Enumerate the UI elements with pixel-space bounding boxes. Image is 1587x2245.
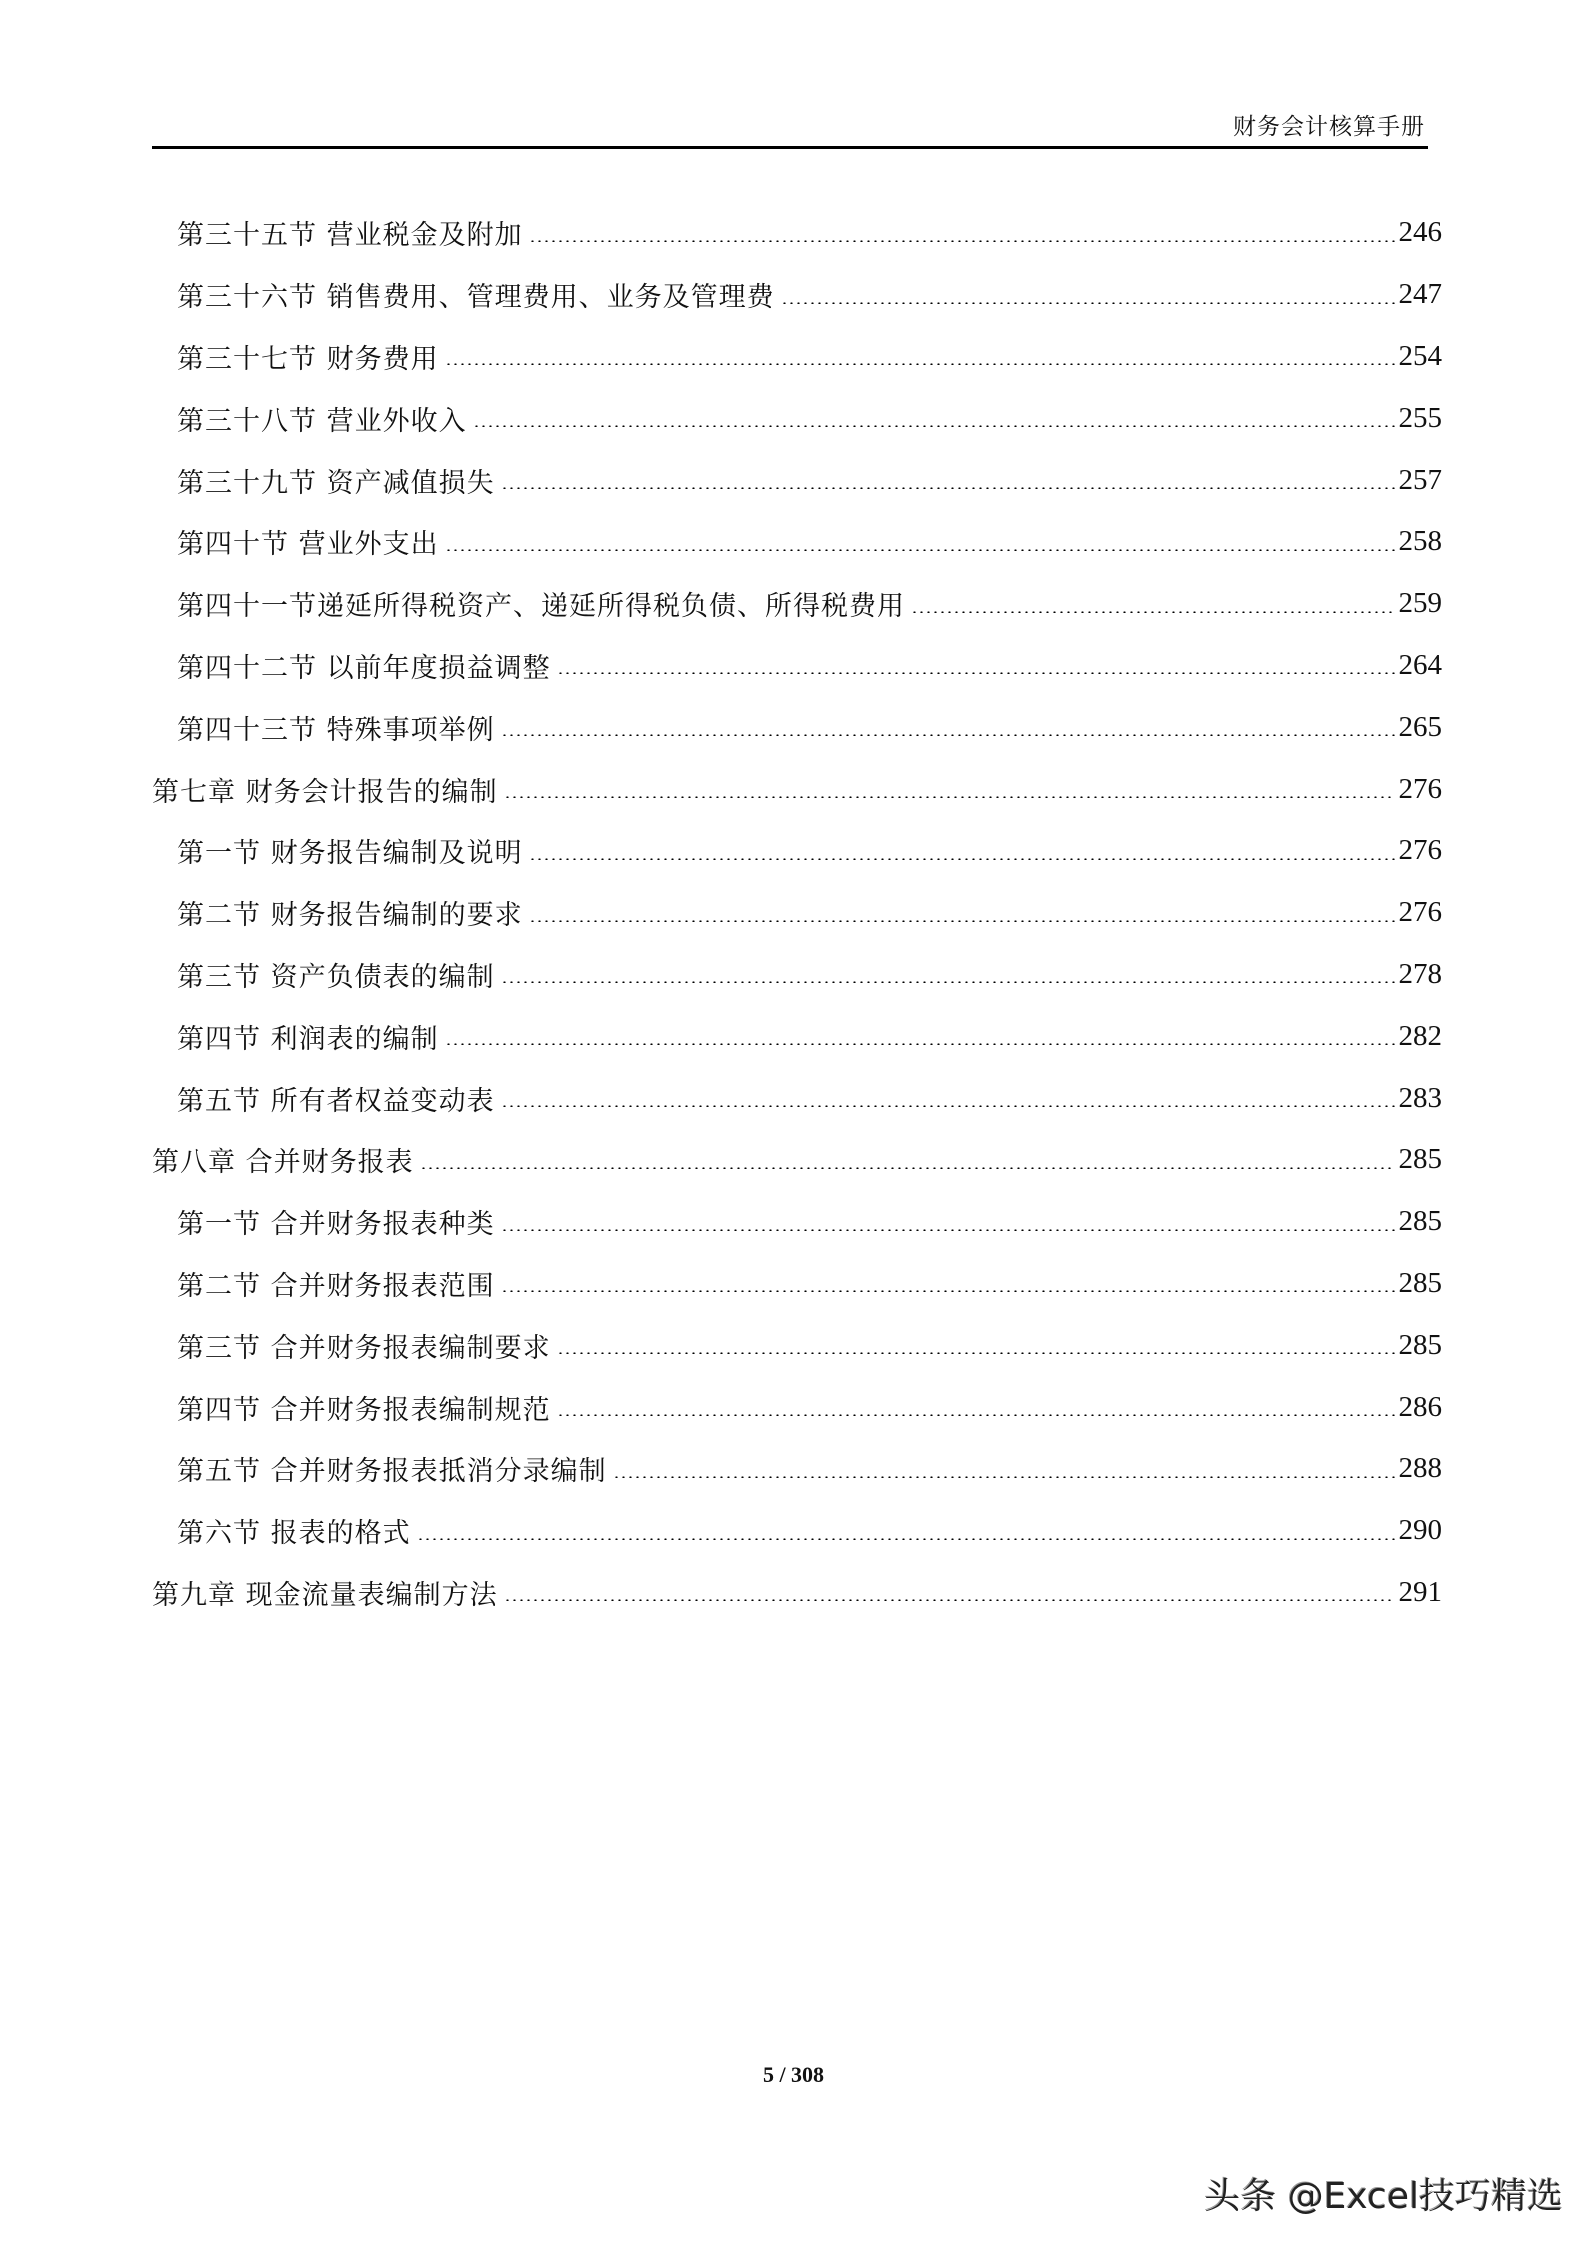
toc-entry-page: 265 (1398, 710, 1442, 743)
toc-entry-label: 第一节 财务报告编制及说明 (177, 831, 525, 870)
dot-leader (417, 1538, 1395, 1540)
toc-chapter-entry[interactable] (152, 1562, 1442, 1624)
toc-entry-page: 257 (1398, 463, 1442, 496)
toc-entry-label: 第五节 合并财务报表抵消分录编制 (177, 1449, 609, 1488)
toc-entry[interactable] (152, 1500, 1442, 1562)
dot-leader (781, 302, 1395, 304)
table-of-contents (152, 202, 1442, 1623)
toc-entry[interactable] (152, 635, 1442, 697)
toc-entry-label: 第六节 报表的格式 (177, 1511, 413, 1550)
toc-entry[interactable] (152, 326, 1442, 388)
header-divider (152, 146, 1428, 149)
toc-entry-label: 第三十七节 财务费用 (177, 337, 441, 376)
toc-entry-page: 283 (1398, 1081, 1442, 1114)
dot-leader (557, 1352, 1395, 1354)
toc-entry-page: 276 (1398, 896, 1442, 929)
toc-entry[interactable] (152, 882, 1442, 944)
toc-entry-label: 第三十五节 营业税金及附加 (177, 213, 525, 252)
toc-entry-label: 第三十九节 资产减值损失 (177, 461, 497, 500)
toc-entry[interactable] (152, 1191, 1442, 1253)
toc-entry-page: 285 (1398, 1328, 1442, 1361)
dot-leader (501, 981, 1395, 983)
page-number-indicator: 5 / 308 (762, 2062, 825, 2087)
toc-entry-label: 第九章 现金流量表编制方法 (152, 1573, 500, 1612)
toc-entry-label: 第三节 合并财务报表编制要求 (177, 1326, 553, 1365)
watermark: 头条 @Excel技巧精选 (1204, 2176, 1563, 2217)
toc-entry[interactable] (152, 1005, 1442, 1067)
toc-entry[interactable] (152, 1438, 1442, 1500)
toc-entry-page: 264 (1398, 648, 1442, 681)
toc-entry-page: 247 (1398, 278, 1442, 311)
toc-entry-label: 第一节 合并财务报表种类 (177, 1202, 497, 1241)
toc-entry-page: 278 (1398, 957, 1442, 990)
toc-entry[interactable] (152, 1314, 1442, 1376)
toc-entry[interactable] (152, 511, 1442, 573)
toc-chapter-entry[interactable] (152, 758, 1442, 820)
dot-leader (445, 1043, 1395, 1045)
toc-entry-label: 第三十八节 营业外收入 (177, 399, 469, 438)
toc-entry-page: 285 (1398, 1266, 1442, 1299)
toc-entry[interactable] (152, 449, 1442, 511)
toc-entry-page: 246 (1398, 216, 1442, 249)
toc-entry-page: 282 (1398, 1019, 1442, 1052)
toc-entry-label: 第三十六节 销售费用、管理费用、业务及管理费 (177, 275, 777, 314)
toc-chapter-entry[interactable] (152, 1129, 1442, 1191)
dot-leader (504, 1599, 1395, 1601)
dot-leader (501, 734, 1395, 736)
toc-entry-page: 254 (1398, 339, 1442, 372)
toc-entry-label: 第四十一节递延所得税资产、递延所得税负债、所得税费用 (177, 584, 907, 623)
dot-leader (557, 672, 1395, 674)
toc-entry-page: 285 (1398, 1143, 1442, 1176)
dot-leader (501, 1290, 1395, 1292)
toc-entry-page: 258 (1398, 525, 1442, 558)
toc-entry-label: 第四十节 营业外支出 (177, 522, 441, 561)
toc-entry-page: 255 (1398, 401, 1442, 434)
toc-entry[interactable] (152, 1253, 1442, 1315)
toc-entry-page: 285 (1398, 1205, 1442, 1238)
dot-leader (613, 1476, 1395, 1478)
toc-entry[interactable] (152, 696, 1442, 758)
toc-entry[interactable] (152, 573, 1442, 635)
dot-leader (501, 1105, 1395, 1107)
toc-entry-label: 第三节 资产负债表的编制 (177, 955, 497, 994)
dot-leader (473, 425, 1395, 427)
toc-entry[interactable] (152, 264, 1442, 326)
dot-leader (501, 487, 1395, 489)
toc-entry-page: 259 (1398, 587, 1442, 620)
dot-leader (529, 240, 1395, 242)
toc-entry-page: 276 (1398, 834, 1442, 867)
toc-entry[interactable] (152, 1376, 1442, 1438)
dot-leader (529, 858, 1395, 860)
toc-entry[interactable] (152, 1067, 1442, 1129)
toc-entry[interactable] (152, 820, 1442, 882)
toc-entry-page: 276 (1398, 772, 1442, 805)
dot-leader (504, 796, 1395, 798)
toc-entry-label: 第七章 财务会计报告的编制 (152, 770, 500, 809)
toc-entry-label: 第四节 利润表的编制 (177, 1017, 441, 1056)
dot-leader (529, 920, 1395, 922)
document-title: 财务会计核算手册 (1233, 114, 1425, 140)
toc-entry-label: 第四十二节 以前年度损益调整 (177, 646, 553, 685)
toc-entry[interactable] (152, 944, 1442, 1006)
dot-leader (445, 549, 1395, 551)
dot-leader (501, 1229, 1395, 1231)
toc-entry-page: 291 (1398, 1575, 1442, 1608)
toc-entry[interactable] (152, 387, 1442, 449)
dot-leader (557, 1414, 1395, 1416)
dot-leader (911, 611, 1395, 613)
toc-entry[interactable] (152, 202, 1442, 264)
toc-entry-label: 第八章 合并财务报表 (152, 1140, 416, 1179)
toc-entry-label: 第二节 财务报告编制的要求 (177, 893, 525, 932)
toc-entry-page: 290 (1398, 1514, 1442, 1547)
toc-entry-label: 第四节 合并财务报表编制规范 (177, 1388, 553, 1427)
toc-entry-label: 第五节 所有者权益变动表 (177, 1079, 497, 1118)
toc-entry-label: 第二节 合并财务报表范围 (177, 1264, 497, 1303)
toc-entry-label: 第四十三节 特殊事项举例 (177, 708, 497, 747)
toc-entry-page: 286 (1398, 1390, 1442, 1423)
toc-entry-page: 288 (1398, 1452, 1442, 1485)
dot-leader (420, 1167, 1395, 1169)
dot-leader (445, 363, 1395, 365)
